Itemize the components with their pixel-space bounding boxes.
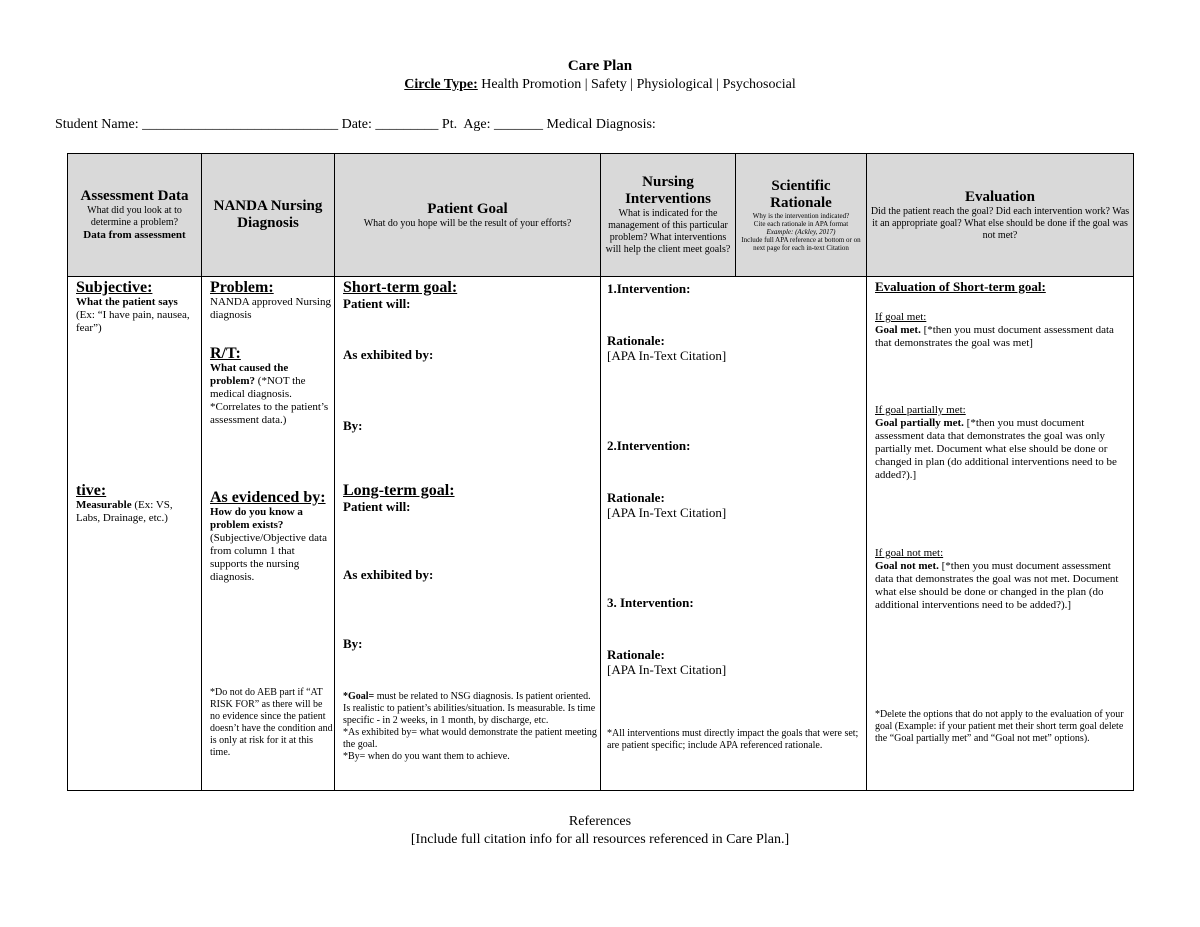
evaluation-header	[867, 154, 1134, 277]
goal-not-met-label: Goal not met.	[875, 560, 939, 572]
evaluation-title: Evaluation	[964, 188, 1036, 205]
long-term-heading: Long-term goal:	[343, 482, 455, 499]
long-patient-will: Patient will:	[343, 499, 411, 514]
rationale-1-citation: [APA In-Text Citation]	[607, 348, 727, 363]
references-title: References	[568, 814, 632, 829]
goal-not-met-block	[875, 547, 1127, 612]
circle-type-label: Circle Type:	[404, 77, 478, 92]
objective-heading: tive:	[76, 482, 107, 499]
aeb-heading: As evidenced by:	[210, 489, 326, 506]
nanda-cell	[202, 277, 335, 791]
rt-text: (*NOT the medical diagnosis. *Correlates to the patient’s assessment data.)	[210, 375, 329, 426]
circle-type-line	[0, 77, 1200, 93]
evaluation-cell	[867, 277, 1134, 791]
nanda-title: NANDA Nursing Diagnosis	[213, 198, 323, 231]
rationale-2-citation: [APA In-Text Citation]	[607, 505, 727, 520]
intervention-2: 2.Intervention:	[607, 438, 691, 453]
aeb-text: (Subjective/Objective data from column 1 that supports the nursing diagnosis.	[210, 532, 327, 583]
body-row	[68, 277, 1134, 791]
subjective-example: (Ex: “I have pain, nausea, fear”)	[76, 309, 190, 334]
goal-not-met-text: [*then you must document assessment data that demonstrates the goal was not met. Document what else should be done or changed in the plan (do additional interventions need to be added?).]	[875, 560, 1119, 611]
evaluation-subtitle: Did the patient reach the goal? Did each intervention work? Was it an appropriate goal? What else should be done if the goal was not met?	[870, 205, 1130, 241]
interventions-note: *All interventions must directly impact the goals that were set; are patient specific; include APA referenced rationale.	[607, 728, 859, 751]
goal-note	[343, 691, 597, 763]
interventions-cell	[601, 277, 867, 791]
interventions-title: Nursing Interventions	[625, 174, 711, 207]
rationale-1-label: Rationale:	[607, 333, 665, 348]
care-plan-table	[67, 153, 1134, 791]
goal-partial-text: [*then you must document assessment data that demonstrates the goal was only partially met. Document what else should be done or changed in plan (do additional interventions need to be added?).]	[875, 417, 1117, 481]
intervention-3: 3. Intervention:	[607, 595, 694, 610]
rationale-example: Example: (Ackley, 2017)	[766, 228, 836, 236]
interventions-header	[601, 154, 736, 277]
intervention-1: 1.Intervention:	[607, 281, 691, 296]
nanda-note: *Do not do AEB part if “AT RISK FOR” as there will be no evidence since the patient doesn’t have the condition and is only at risk for it at this time.	[210, 687, 333, 758]
goal-met-text: [*then you must document assessment data that demonstrates the goal was met]	[875, 324, 1114, 349]
objective-label: Measurable	[76, 499, 132, 511]
evaluation-note: *Delete the options that do not apply to the evaluation of your goal (Example: if your patient met their short term goal delete the “Goal partially met” and “Goal not met” options).	[875, 709, 1124, 744]
assessment-subtitle: What did you look at to determine a problem?	[87, 205, 182, 228]
goal-met-heading: If goal met:	[875, 311, 927, 323]
goal-not-met-heading: If goal not met:	[875, 547, 944, 559]
rationale-header	[736, 154, 867, 277]
short-patient-will: Patient will:	[343, 296, 411, 311]
objective-example: (Ex: VS, Labs, Drainage, etc.)	[76, 499, 173, 524]
rationale-3-citation: [APA In-Text Citation]	[607, 662, 727, 677]
short-by: By:	[343, 418, 363, 433]
rationale-line3: Include full APA reference at bottom or on next page for each in-text Citation	[741, 236, 861, 252]
assessment-subtitle-bold: Data from assessment	[83, 229, 186, 241]
goal-met-label: Goal met.	[875, 324, 921, 336]
goal-note-by: *By= when do you want them to achieve.	[343, 751, 510, 762]
assessment-title: Assessment Data	[80, 188, 189, 204]
rt-heading: R/T:	[210, 345, 241, 362]
short-term-heading: Short-term goal:	[343, 279, 458, 296]
long-as-exhibited: As exhibited by:	[343, 567, 434, 582]
circle-type-options: Health Promotion | Safety | Physiological | Psychosocial	[481, 77, 796, 92]
references-section	[0, 813, 1200, 849]
rt-bold-text: What caused the problem?	[210, 362, 289, 387]
long-by: By:	[343, 636, 363, 651]
aeb-bold-text: How do you know a problem exists?	[210, 506, 303, 531]
goal-header	[335, 154, 601, 277]
goal-partial-heading: If goal partially met:	[875, 404, 966, 416]
goal-partial-label: Goal partially met.	[875, 417, 964, 429]
nanda-header	[202, 154, 335, 277]
goal-title: Patient Goal	[427, 200, 508, 217]
assessment-cell	[68, 277, 202, 791]
subjective-label: What the patient says	[76, 296, 178, 308]
assessment-header	[68, 154, 202, 277]
goal-subtitle: What do you hope will be the result of your efforts?	[363, 217, 572, 229]
page-title: Care Plan	[567, 58, 633, 74]
interventions-subtitle: What is indicated for the management of this particular problem? What interventions will help the client meet goals?	[605, 208, 731, 255]
header-row	[68, 154, 1134, 277]
goal-partial-block	[875, 404, 1127, 482]
evaluation-short-term-heading: Evaluation of Short-term goal:	[875, 279, 1046, 294]
goal-note-label: *Goal=	[343, 691, 375, 702]
rationale-line2: Cite each rationale in APA format	[753, 220, 849, 228]
rationale-line1: Why is the intervention indicated?	[752, 212, 850, 220]
rationale-3-label: Rationale:	[607, 647, 665, 662]
problem-text: NANDA approved Nursing diagnosis	[210, 296, 331, 321]
subjective-heading: Subjective:	[76, 279, 153, 296]
goal-note-aeb: *As exhibited by= what would demonstrate the patient meeting the goal.	[343, 727, 597, 750]
student-info-line: Student Name: ____________________________ Date: _________ Pt. Age: _______ Medical Diagnosis:	[55, 117, 656, 132]
references-text: [Include full citation info for all resources referenced in Care Plan.]	[410, 832, 790, 847]
rationale-title: Scientific Rationale	[770, 178, 832, 211]
short-as-exhibited: As exhibited by:	[343, 347, 434, 362]
goal-cell	[335, 277, 601, 791]
goal-note-text: must be related to NSG diagnosis. Is patient oriented. Is realistic to patient’s abilities/situation. Is measurable. Is time specific - in 2 weeks, in 1 month, by discharge, etc.	[343, 691, 596, 726]
problem-heading: Problem:	[210, 279, 274, 296]
rationale-2-label: Rationale:	[607, 490, 665, 505]
